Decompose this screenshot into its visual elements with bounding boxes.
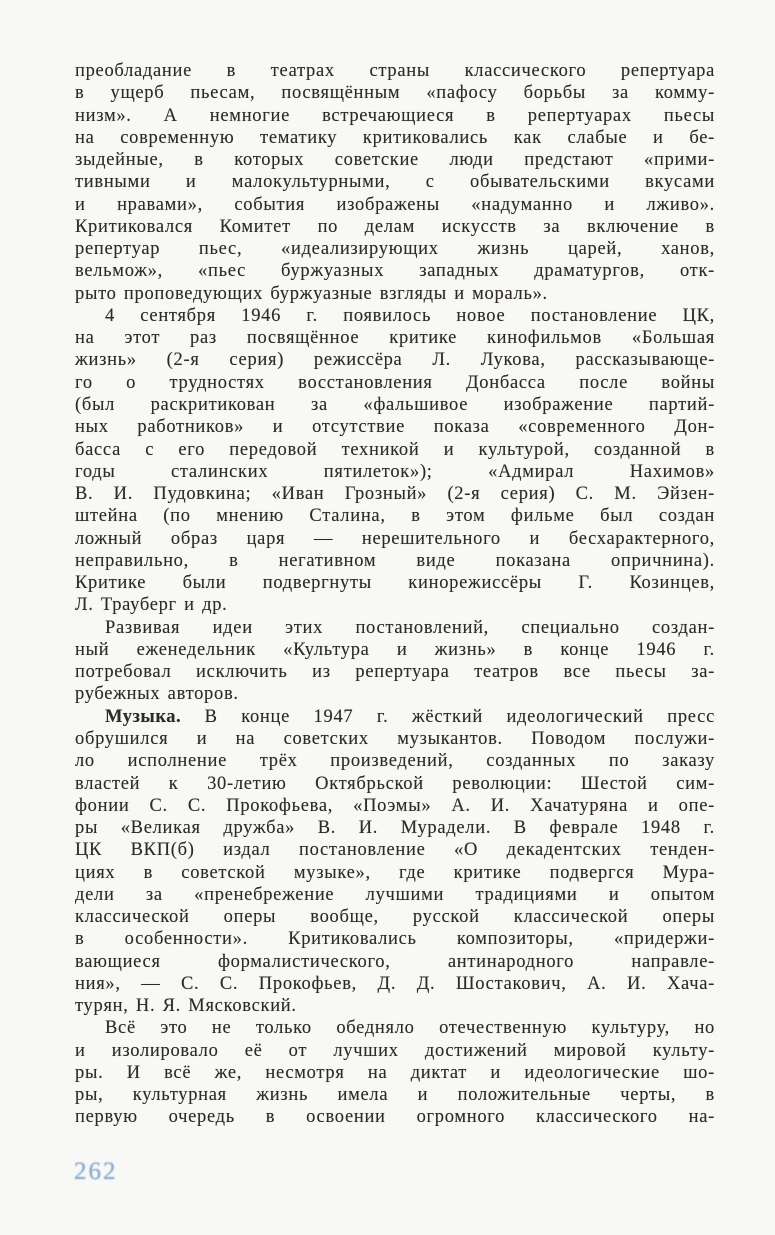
text-line: на современную тематику критиковались как слабые и бе- <box>75 127 715 148</box>
text-line: дели за «пренебрежение лучшими традициями и опытом <box>75 884 715 905</box>
text-line: зыдейные, в которых советские люди предстают «прими- <box>75 150 715 171</box>
text-block <box>75 60 715 1129</box>
text-line: низм». А немногие встречающиеся в репертуарах пьесы <box>75 105 715 126</box>
text-line: ры «Великая дружба» В. И. Мурадели. В феврале 1948 г. <box>75 818 715 839</box>
text-line: ры. И всё же, несмотря на диктат и идеологические шо- <box>75 1062 715 1083</box>
text-line: властей к 30-летию Октябрьской революции: Шестой сим- <box>75 773 715 794</box>
text-line: 4 сентября 1946 г. появилось новое постановление ЦК, <box>105 305 715 326</box>
text-line: первую очередь в освоении огромного классического на- <box>75 1107 715 1128</box>
text-line: ния», — С. С. Прокофьев, Д. Д. Шостакович, А. И. Хача- <box>75 973 715 994</box>
text-line: вельмож», «пьес буржуазных западных драматургов, отк- <box>75 261 715 282</box>
text-line: Развивая идеи этих постановлений, специально создан- <box>105 617 715 638</box>
page-number: 262 <box>74 1158 118 1185</box>
text-line: (был раскритикован за «фальшивое изображение партий- <box>75 394 715 415</box>
text-line: Л. Трауберг и др. <box>75 595 228 616</box>
text-line: в особенности». Критиковались композиторы, «придержи- <box>75 929 715 950</box>
text-line: ЦК ВКП(б) издал постановление «О декадентских тенден- <box>75 840 715 861</box>
text-line: циях в советской музыке», где критике подвергся Мура- <box>75 862 715 883</box>
paragraph-lead-bold: Музыка. <box>105 706 182 727</box>
text-line: ло исполнение трёх произведений, созданных по заказу <box>75 751 715 772</box>
text-line: классической оперы вообще, русской классической оперы <box>75 907 715 928</box>
text-line: вающиеся формалистического, антинародного направле- <box>75 951 715 972</box>
text-line: на этот раз посвящённое критике кинофильмов «Большая <box>75 328 715 349</box>
text-line: годы сталинских пятилеток»); «Адмирал Нахимов» <box>75 461 715 482</box>
text-line: турян, Н. Я. Мясковский. <box>75 996 297 1017</box>
text-line: басса с его передовой техникой и культурой, созданной в <box>75 439 715 460</box>
text-line: го о трудностях восстановления Донбасса после войны <box>75 372 715 393</box>
text-line: в ущерб пьесам, посвящённым «пафосу борьбы за комму- <box>75 83 715 104</box>
text-line: Критике были подвергнуты кинорежиссёры Г. Козинцев, <box>75 573 715 594</box>
text-line: рыто проповедующих буржуазные взгляды и мораль». <box>75 283 548 304</box>
text-line: ры, культурная жизнь имела и положительные черты, в <box>75 1085 715 1106</box>
text-line: фонии С. С. Прокофьева, «Поэмы» А. И. Хачатуряна и опе- <box>75 795 715 816</box>
text-line: неправильно, в негативном виде показана опричнина). <box>75 550 715 571</box>
text-line: ный еженедельник «Культура и жизнь» в конце 1946 г. <box>75 639 715 660</box>
text-line: штейна (по мнению Сталина, в этом фильме был создан <box>75 506 715 527</box>
text-line: и изолировало её от лучших достижений мировой культу- <box>75 1040 715 1061</box>
text-line: ных работников» и отсутствие показа «современного Дон- <box>75 417 715 438</box>
text-line: Музыка. В конце 1947 г. жёсткий идеологический пресс <box>105 706 715 727</box>
text-line: Всё это не только обедняло отечественную культуру, но <box>105 1018 715 1039</box>
text-line: Критиковался Комитет по делам искусств за включение в <box>75 216 715 237</box>
text-line: потребовал исключить из репертуара театров все пьесы за- <box>75 662 715 683</box>
text-line: рубежных авторов. <box>75 684 239 705</box>
text-line: жизнь» (2-я серия) режиссёра Л. Лукова, рассказывающе- <box>75 350 715 371</box>
text-line: В. И. Пудовкина; «Иван Грозный» (2-я серия) С. М. Эйзен- <box>75 484 715 505</box>
text-line: и нравами», события изображены «надуманно и лживо». <box>75 194 715 215</box>
text-line: репертуар пьес, «идеализирующих жизнь царей, ханов, <box>75 239 715 260</box>
text-line: обрушился и на советских музыкантов. Поводом послужи- <box>75 728 715 749</box>
text-line: тивными и малокультурными, с обывательскими вкусами <box>75 172 715 193</box>
text-line: ложный образ царя — нерешительного и бесхарактерного, <box>75 528 715 549</box>
text-line: преобладание в театрах страны классического репертуара <box>75 61 715 81</box>
